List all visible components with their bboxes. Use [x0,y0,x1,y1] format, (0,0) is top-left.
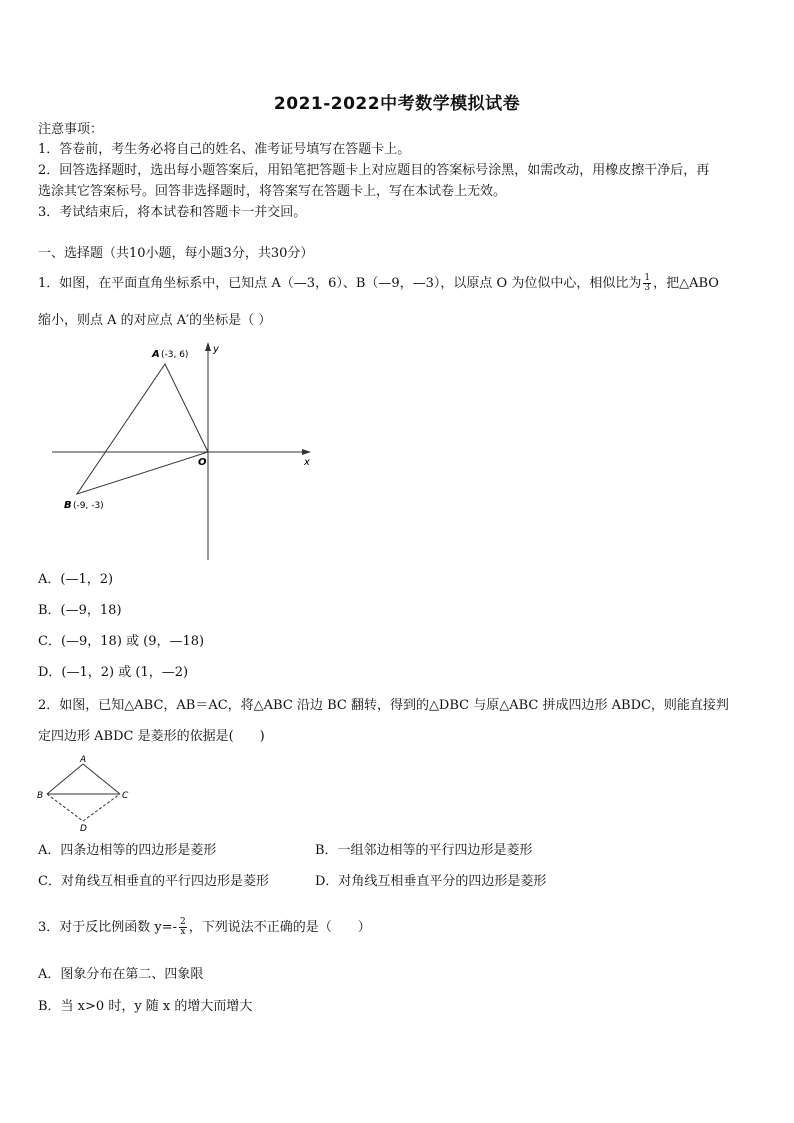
notice-item-2a: 2．回答选择题时，选出每小题答案后，用铅笔把答题卡上对应题目的答案标号涂黑，如需改动，用橡皮擦干净后，再 [38,163,710,178]
x-axis-arrow [302,449,311,455]
q1-stem-line2: 缩小，则点 A 的对应点 A′的坐标是（ ） [38,313,272,328]
notice-heading: 注意事项： [38,122,104,137]
section-heading: 一、选择题（共10小题，每小题3分，共30分） [38,246,314,261]
point-a-label: A [152,349,160,360]
q2-option-c[interactable]: C．对角线互相垂直的平行四边形是菱形 [38,874,269,889]
vertex-d-label: D [80,824,87,834]
q3-text-a: 3．对于反比例函数 y=- [38,920,178,935]
y-axis-label: y [213,344,219,355]
q1-frac-den: 3 [644,283,651,293]
q2-rhombus-figure [35,752,140,834]
side-ac [83,764,120,794]
q3-text-b: ，下列说法不正确的是（ ） [188,920,371,935]
point-a-coord: (-3, 6) [161,350,189,360]
q1-ratio-fraction [643,274,651,293]
q3-option-b[interactable]: B．当 x>0 时，y 随 x 的增大而增大 [38,999,253,1014]
y-axis-arrow [205,342,211,351]
origin-label: O [198,457,207,468]
side-bd [47,794,83,821]
q1-option-b[interactable]: B．(—9，18) [38,603,122,618]
q3-option-a[interactable]: A．图象分布在第二、四象限 [38,967,204,982]
q1-text-a: 1．如图，在平面直角坐标系中，已知点 A（—3，6）、B（—9，—3），以原点 O 为位似中心，相似比为 [38,276,642,291]
q1-frac-num: 1 [644,273,651,283]
q1-coordinate-figure [45,340,320,565]
q3-frac-num: 2 [180,917,186,927]
q2-option-a[interactable]: A．四条边相等的四边形是菱形 [38,843,217,858]
q2-stem-line2: 定四边形 ABDC 是菱形的依据是( ) [38,729,265,744]
q3-stem [38,918,371,938]
point-b-label: B [64,500,72,511]
q3-frac-den: x [180,927,186,937]
notice-item-2b: 选涂其它答案标号。回答非选择题时，将答案写在答题卡上，写在本试卷上无效。 [38,184,507,199]
vertex-c-label: C [122,791,129,801]
page-title: 2021-2022中考数学模拟试卷 [273,94,521,114]
vertex-b-label: B [37,791,44,801]
notice-item-1: 1．答卷前，考生务必将自己的姓名、准考证号填写在答题卡上。 [38,142,411,157]
q2-stem-line1: 2．如图，已知△ABC，AB＝AC，将△ABC 沿边 BC 翻转，得到的△DBC 与原△ABC 拼成四边形 ABDC，则能直接判 [38,698,729,713]
q2-option-d[interactable]: D．对角线互相垂直平分的四边形是菱形 [315,874,547,889]
q1-stem-line1 [38,274,719,294]
notice-item-3: 3．考试结束后，将本试卷和答题卡一并交回。 [38,205,307,220]
q1-option-a[interactable]: A．(—1，2) [38,572,114,587]
q1-option-c[interactable]: C．(—9，18) 或 (9，—18) [38,634,205,649]
triangle-abo [77,364,208,494]
side-ab [47,764,83,794]
q1-text-b: ，把△ABO [653,276,719,291]
vertex-a-label: A [80,755,87,765]
x-axis-label: x [304,457,310,468]
side-cd [83,794,120,821]
q2-option-b[interactable]: B．一组邻边相等的平行四边形是菱形 [315,843,533,858]
q3-function-fraction [179,918,187,937]
point-b-coord: (-9, -3) [73,501,104,511]
q1-option-d[interactable]: D．(—1，2) 或 (1，—2) [38,665,189,680]
